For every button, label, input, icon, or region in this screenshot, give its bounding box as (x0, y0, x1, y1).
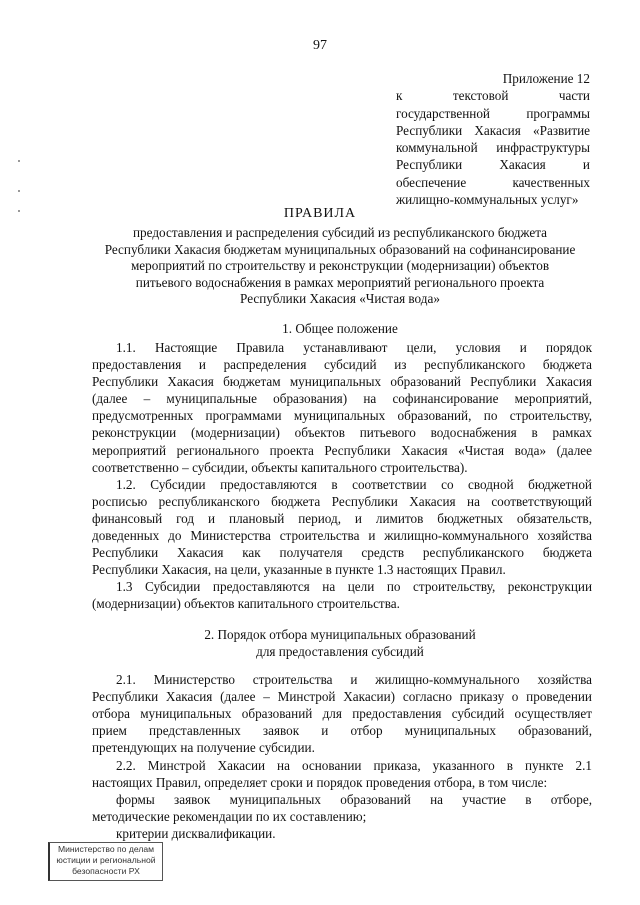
appendix-block (396, 70, 590, 208)
section-2-heading (80, 626, 600, 660)
subtitle-line: мероприятий по строительству и реконструкции (модернизации) объектов (130, 258, 550, 274)
paragraph-1-1 (92, 339, 592, 476)
appendix-line: к текстовой части (396, 88, 590, 104)
heading-line: для предоставления субсидий (256, 644, 424, 659)
text-line: доведенных до Министерства строительства и жилищно-коммунального хозяйства (92, 528, 592, 544)
text-line: Республики Хакасия бюджетам муниципальных образований Республики Хакасия (92, 374, 592, 390)
page-number: 97 (313, 38, 327, 53)
text-line: методические рекомендации по их составлению; (92, 809, 367, 825)
text-line: (далее – муниципальные образования) на софинансирование мероприятий, (92, 391, 592, 407)
text-line: соответственно – субсидии, объекты капитального строительства). (92, 459, 468, 475)
subtitle-line: предоставления и распределения субсидий из республиканского бюджета (133, 225, 547, 240)
appendix-line: коммунальной инфраструктуры (396, 140, 590, 156)
margin-mark (18, 210, 20, 212)
text-line: прием представленных заявок и отбор муниципальных образований, (92, 723, 592, 739)
stamp-line: Министерство по делам (57, 844, 155, 854)
text-line: 2.1. Министерство строительства и жилищно-коммунального хозяйства (116, 672, 592, 687)
text-line: 2.2. Минстрой Хакасии на основании приказа, указанного в пункте 2.1 (116, 758, 592, 773)
paragraph-2-1 (92, 671, 592, 756)
text-line: формы заявок муниципальных образований на участие в отборе, (116, 792, 592, 807)
stamp-line: юстиции и региональной (56, 855, 156, 865)
paragraph-1-2 (92, 476, 592, 579)
text-line: претендующих на получение субсидии. (92, 740, 315, 756)
subtitle-line: Республики Хакасия бюджетам муниципальных образований на софинансирование (104, 241, 576, 257)
appendix-line: жилищно-коммунальных услуг» (396, 192, 579, 208)
document-subtitle (80, 225, 600, 308)
text-line: 1.3 Субсидии предоставляются на цели по строительству, реконструкции (116, 579, 592, 594)
appendix-line: Республики Хакасия «Развитие (396, 122, 590, 138)
section-1-heading: 1. Общее положение (282, 321, 398, 336)
text-line: предоставления и распределения субсидий из республиканского бюджета (92, 357, 592, 373)
text-line: Республики Хакасия как получателя средств республиканского бюджета (92, 545, 592, 561)
margin-mark (18, 190, 20, 192)
appendix-title: Приложение 12 (502, 71, 590, 86)
document-title: ПРАВИЛА (283, 206, 357, 221)
text-line: настоящих Правил, определяет сроки и порядок проведения отбора, в том числе: (92, 775, 548, 791)
text-line: финансовый год и плановый период, и лимитов бюджетных обязательств, (92, 511, 592, 527)
text-line: отбора муниципальных образований для предоставления субсидий осуществляет (92, 706, 592, 722)
heading-line: 2. Порядок отбора муниципальных образований (204, 627, 476, 642)
text-line: росписью республиканского бюджета Республики Хакасия на соответствующий (92, 494, 592, 510)
paragraph-forms (92, 791, 592, 825)
appendix-line: государственной программы (396, 105, 590, 121)
appendix-line: Республики Хакасия и (396, 157, 590, 173)
stamp-line: безопасности РХ (72, 866, 140, 876)
paragraph-criteria (92, 825, 592, 842)
appendix-line: обеспечение качественных (396, 174, 590, 190)
text-line: 1.1. Настоящие Правила устанавливают цели, условия и порядок (116, 340, 592, 355)
ministry-stamp (48, 842, 163, 881)
text-line: (модернизации) объектов капитального строительства. (92, 596, 400, 612)
text-line: Республики Хакасия, на цели, указанные в пункте 1.3 настоящих Правил. (92, 562, 506, 578)
text-line: мероприятий регионального проекта Республики Хакасия «Чистая вода» (далее (92, 442, 592, 458)
paragraph-2-2 (92, 757, 592, 791)
text-line: критерии дисквалификации. (116, 826, 276, 841)
text-line: предусмотренных программами муниципальных образований, по строительству, (92, 408, 592, 424)
text-line: Республики Хакасия (далее – Минстрой Хакасии) согласно приказу о проведении (92, 689, 592, 705)
paragraph-1-3 (92, 578, 592, 612)
margin-mark (18, 160, 20, 162)
text-line: 1.2. Субсидии предоставляются в соответствии со сводной бюджетной (116, 477, 592, 492)
subtitle-line: питьевого водоснабжения в рамках мероприятий регионального проекта (135, 274, 545, 290)
text-line: реконструкции (модернизации) объектов питьевого водоснабжения в рамках (92, 425, 592, 441)
subtitle-line: Республики Хакасия «Чистая вода» (240, 291, 440, 307)
